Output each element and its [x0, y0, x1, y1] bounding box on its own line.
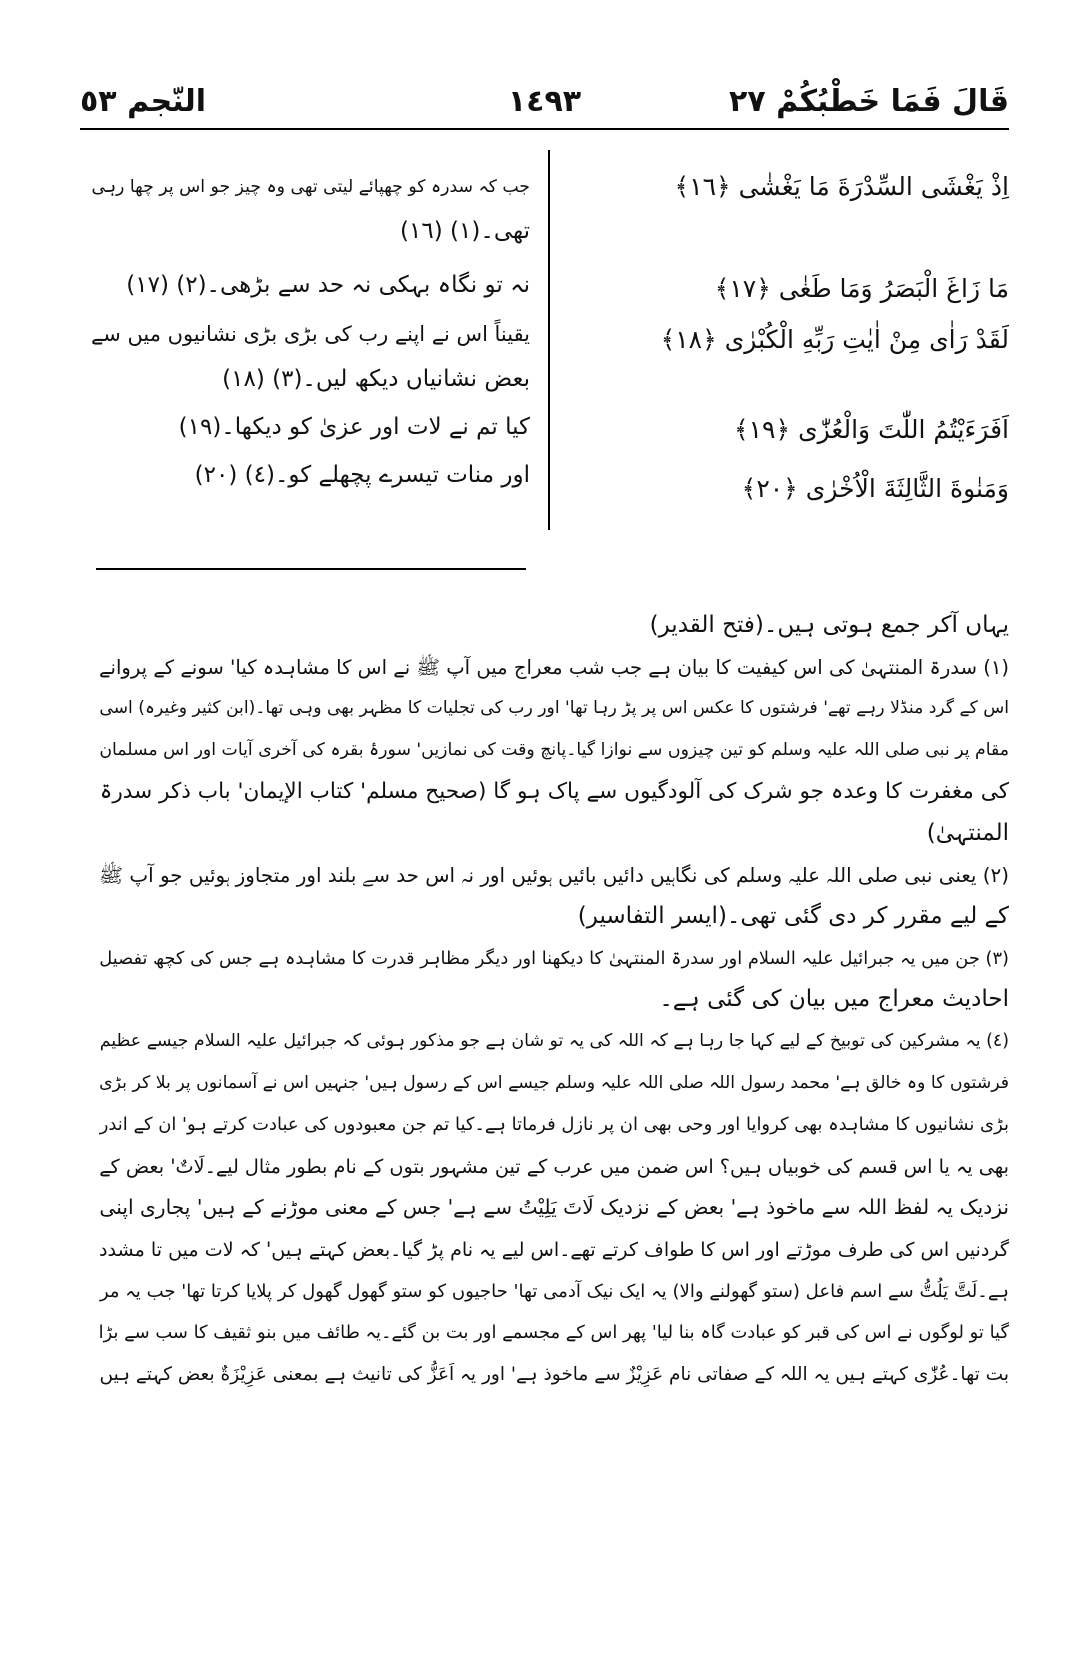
arabic-verse-16: اِذْ يَغْشَى السِّدْرَةَ مَا يَغْشٰى ﴿١٦﴾ [674, 172, 1009, 201]
page-number: ١٤٩٣ [507, 84, 582, 119]
footnote-line: المنتہیٰ) [926, 819, 1009, 846]
translation-18-line-1: یقیناً اس نے اپنے رب کی بڑی بڑی نشانیوں میں سے [91, 322, 530, 346]
footnote-line: بڑی نشانیوں کا مشاہدہ بھی کروایا اور وحی بھی ان پر نازل فرماتا ہے۔کیا تم جن معبودوں کی عبادت کرتے ہو' ان کے اندر [99, 1114, 1009, 1136]
footnote-line: مقام پر نبی صلی اللہ علیہ وسلم کو تین چیزوں سے نوازا گیا۔پانچ وقت کی نمازیں' سورۂ بقرہ کی آخری آیات اور اس مسلمان [99, 739, 1009, 760]
translation-18-line-2: بعض نشانیاں دیکھ لیں۔(٣) (١٨) [222, 366, 530, 392]
footnote-line: (١) سدرۃ المنتہیٰ کی اس کیفیت کا بیان ہے جب شب معراج میں آپ ﷺ نے اس کا مشاہدہ کیا' سونے کے پروانے [99, 655, 1009, 679]
arabic-verse-20: وَمَنٰوةَ الثَّالِثَةَ الْاُخْرٰى ﴿٢٠﴾ [741, 474, 1009, 503]
translation-20: اور منات تیسرے پچھلے کو۔(٤) (٢٠) [194, 462, 530, 488]
footnote-separator [96, 568, 526, 570]
arabic-verse-17: مَا زَاغَ الْبَصَرُ وَمَا طَغٰى ﴿١٧﴾ [714, 274, 1009, 303]
footnote-line: بھی یہ یا اس قسم کی خوبیاں ہیں؟ اس ضمن میں عرب کے تین مشہور بتوں کے نام بطور مثال لیے۔لَاتٌ' بعض کے [99, 1154, 1009, 1178]
juz-title: قَالَ فَمَا خَطْبُكُمْ ٢٧ [729, 84, 1009, 119]
footnote-line: فرشتوں کا وہ خالق ہے' محمد رسول اللہ صلی اللہ علیہ وسلم جیسے اس کے رسول ہیں' جنہیں اس نے آسمانوں پر بلا کر بڑی [99, 1072, 1009, 1093]
page-header [80, 78, 1009, 128]
footnote-line: (٤) یہ مشرکین کی توبیخ کے لیے کہا جا رہا ہے کہ اللہ کی یہ تو شان ہے جو مذکور ہوئی کہ جبرائیل علیہ السلام جیسے عظیم [99, 1030, 1009, 1051]
footnote-line: گردنیں اس کی طرف موڑتے اور اس کا طواف کرتے تھے۔اس لیے یہ نام پڑ گیا۔بعض کہتے ہیں' کہ لات میں تا مشدد [98, 1237, 1009, 1261]
footnote-line: (٣) جن میں یہ جبرائیل علیہ السلام اور سدرۃ المنتہیٰ کا دیکھنا اور دیگر مظاہر قدرت کا مشاہدہ ہے جس کی کچھ تفصیل [99, 947, 1009, 969]
arabic-verse-18: لَقَدْ رَاٰى مِنْ اٰيٰتِ رَبِّهِ الْكُبْرٰى ﴿١٨﴾ [660, 325, 1009, 354]
footnotes [80, 605, 1009, 1395]
footnote-line: ہے۔لَتَّ يَلُتُّ سے اسم فاعل (ستو گھولنے والا) یہ ایک نیک آدمی تھا' حاجیوں کو ستو گھول گھول کر پلایا کرتا تھا' جب یہ مر [99, 1280, 1009, 1302]
surah-title: النّجم ٥٣ [80, 84, 207, 119]
footnote-line: (٢) یعنی نبی صلی اللہ علیہ وسلم کی نگاہیں دائیں بائیں ہوئیں اور نہ اس حد سے بلند اور متجاوز ہوئیں جو آپ ﷺ [99, 863, 1009, 887]
footnote-line: اس کے گرد منڈلا رہے تھے' فرشتوں کا عکس اس پر پڑ رہا تھا' اور رب کی تجلیات کا مظہر بھی وہی تھا۔(ابن کثیر وغیرہ) اسی [99, 698, 1009, 719]
footnote-line: احادیث معراج میں بیان کی گئی ہے۔ [659, 986, 1009, 1013]
footnote-line: بت تھا۔عُزّٰی کہتے ہیں یہ اللہ کے صفاتی نام عَزِيْزٌ سے ماخوذ ہے' اور یہ اَعَزُّ کی تانیث ہے بمعنی عَزِيْزَةٌ بعض کہتے ہیں [99, 1363, 1009, 1385]
footnote-line: کے لیے مقرر کر دی گئی تھی۔(ایسر التفاسیر) [577, 903, 1009, 930]
arabic-verse-19: اَفَرَءَيْتُمُ اللّٰتَ وَالْعُزّٰى ﴿١٩﴾ [733, 415, 1009, 444]
column-divider [548, 150, 550, 530]
footnote-line: یہاں آکر جمع ہوتی ہیں۔(فتح القدیر) [649, 612, 1009, 638]
translation-16-line-2: تھی۔(١) (١٦) [400, 218, 530, 244]
translation-17: نہ تو نگاہ بہکی نہ حد سے بڑھی۔(٢) (١٧) [126, 272, 530, 298]
header-rule [80, 128, 1009, 130]
footnote-line: نزدیک یہ لفظ اللہ سے ماخوذ ہے' بعض کے نزدیک لَاتَ يَلِيْتُ سے ہے' جس کے معنی موڑنے کے ہیں' پجاری اپنی [99, 1195, 1009, 1220]
translation-19: کیا تم نے لات اور عزیٰ کو دیکھا۔(١٩) [178, 414, 530, 440]
translation-16-line-1: جب کہ سدرہ کو چھپائے لیتی تھی وہ چیز جو اس پر چھا رہی [91, 177, 530, 197]
footnote-line: گیا تو لوگوں نے اس کی قبر کو عبادت گاہ بنا لیا' پھر اس کے مجسمے اور بت بن گئے۔یہ طائف میں بنو ثقیف کا سب سے بڑا [98, 1322, 1009, 1344]
footnote-line: کی مغفرت کا وعدہ جو شرک کی آلودگیوں سے پاک ہو گا (صحیح مسلم' کتاب الإیمان' باب ذکر سدرۃ [99, 779, 1009, 805]
